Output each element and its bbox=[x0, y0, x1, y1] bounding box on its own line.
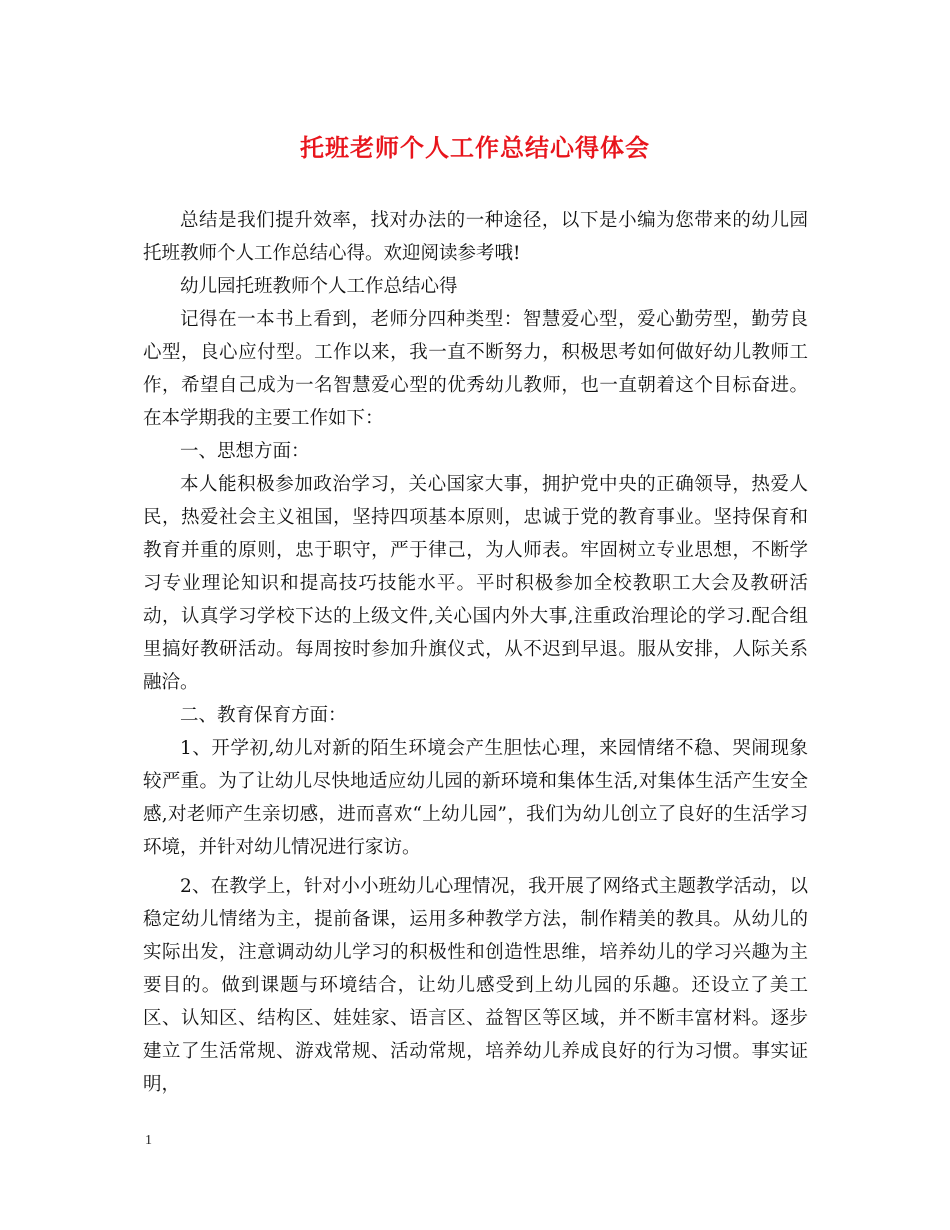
page-number: 1 bbox=[145, 1133, 152, 1148]
intro-paragraph: 总结是我们提升效率，找对办法的一种途径，以下是小编为您带来的幼儿园托班教师个人工作总结心得。欢迎阅读参考哦! bbox=[143, 210, 808, 264]
paragraph-education-1: 1、开学初,幼儿对新的陌生环境会产生胆怯心理，来园情绪不稳、哭闹现象较严重。为了让幼儿尽快地适应幼儿园的新环境和集体生活,对集体生活产生安全感,对老师产生亲切感，进而喜欢“上幼儿园”，我们为幼儿创立了良好的生活学习环境，并针对幼儿情况进行家访。 bbox=[143, 738, 808, 858]
subtitle-line: 幼儿园托班教师个人工作总结心得 bbox=[180, 276, 458, 297]
paragraph-teacher-types: 记得在一本书上看到，老师分四种类型：智慧爱心型，爱心勤劳型，勤劳良心型，良心应付型。工作以来，我一直不断努力，积极思考如何做好幼儿教师工作，希望自己成为一名智慧爱心型的优秀幼儿教师，也一直朝着这个目标奋进。在本学期我的主要工作如下： bbox=[143, 309, 808, 429]
document-title: 托班老师个人工作总结心得体会 bbox=[300, 133, 650, 162]
paragraph-education-2: 2、在教学上，针对小小班幼儿心理情况，我开展了网络式主题教学活动，以稳定幼儿情绪为主，提前备课，运用多种教学方法，制作精美的教具。从幼儿的实际出发，注意调动幼儿学习的积极性和创造性思维，培养幼儿的学习兴趣为主要目的。做到课题与环境结合，让幼儿感受到上幼儿园的乐趣。还设立了美工区、认知区、结构区、娃娃家、语言区、益智区等区域，并不断丰富材料。逐步建立了生活常规、游戏常规、活动常规，培养幼儿养成良好的行为习惯。事实证明， bbox=[143, 876, 808, 1095]
section-heading-education: 二、教育保育方面： bbox=[180, 705, 347, 726]
section-heading-thought: 一、思想方面： bbox=[180, 441, 310, 462]
document-body bbox=[143, 204, 808, 1101]
paragraph-thought: 本人能积极参加政治学习，关心国家大事，拥护党中央的正确领导，热爱人民，热爱社会主义祖国，坚持四项基本原则，忠诚于党的教育事业。坚持保育和教育并重的原则，忠于职守，严于律己，为人师表。牢固树立专业思想，不断学习专业理论知识和提高技巧技能水平。平时积极参加全校教职工大会及教研活动，认真学习学校下达的上级文件,关心国内外大事,注重政治理论的学习.配合组里搞好教研活动。每周按时参加升旗仪式，从不迟到早退。服从安排，人际关系融洽。 bbox=[143, 474, 808, 693]
